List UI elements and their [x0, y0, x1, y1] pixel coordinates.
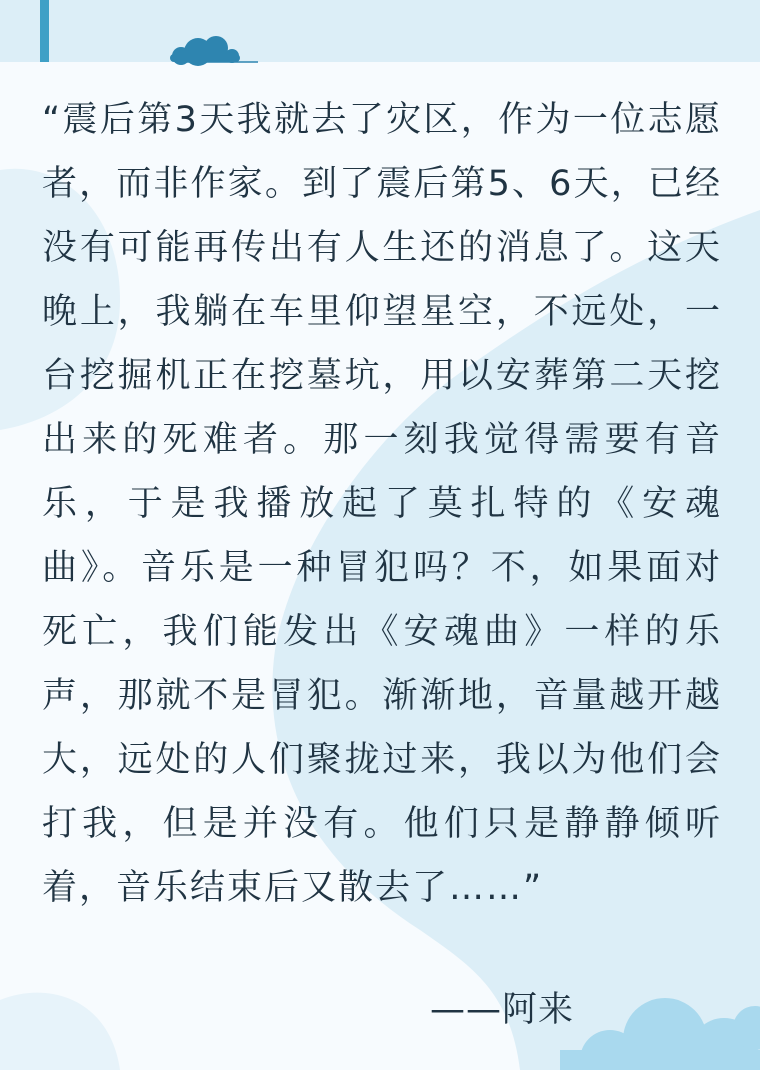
accent-bar — [40, 0, 49, 62]
quote-author: ——阿来 — [430, 990, 575, 1030]
quote-text: “震后第3天我就去了灾区，作为一位志愿者，而非作家。到了震后第5、6天，已经没有可能再传出有人生还的消息了。这天晚上，我躺在车里仰望星空，不远处，一台挖掘机正在挖墓坑，用以安葬第二天挖出来的死难者。那一刻我觉得需要有音乐，于是我播放起了莫扎特的《安魂曲》。音乐是一种冒犯吗？不，如果面对死亡，我们能发出《安魂曲》一样的乐声，那就不是冒犯。渐渐地，音量越开越大，远处的人们聚拢过来，我以为他们会打我，但是并没有。他们只是静静倾听着，音乐结束后又散去了……” — [42, 100, 722, 908]
